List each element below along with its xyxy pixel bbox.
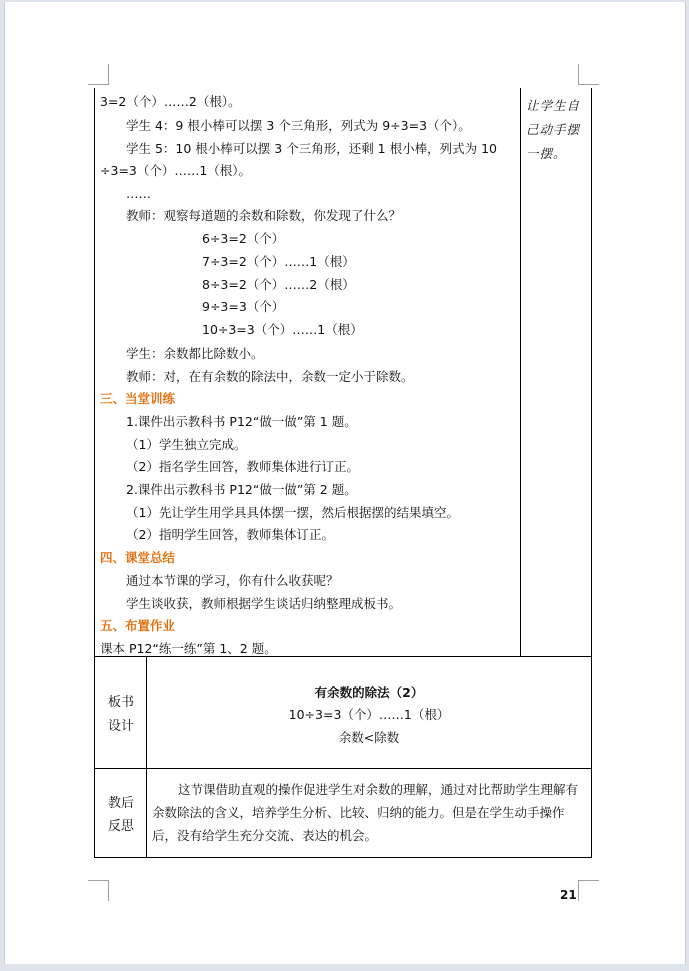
process-text: 学生谈收获，教师根据学生谈话归纳整理成板书。 — [126, 596, 402, 611]
homework-text: 课本 P12“练一练”第 1、2 题。 — [100, 641, 277, 656]
process-text: （2）指明学生回答，教师集体订正。 — [126, 527, 334, 542]
equation: 9÷3=3（个） — [202, 299, 285, 314]
process-text: 学生 5：10 根小棒可以摆 3 个三角形，还剩 1 根小棒，列式为 10 — [126, 141, 497, 156]
section-heading: 五、布置作业 — [100, 618, 176, 633]
process-text: 教师：对，在有余数的除法中，余数一定小于除数。 — [126, 369, 414, 384]
process-text: （1）学生独立完成。 — [126, 437, 247, 452]
process-text: 3=2（个）……2（根）。 — [100, 94, 241, 109]
process-text: 教师：观察每道题的余数和除数，你发现了什么？ — [126, 208, 402, 223]
table-divider-side — [520, 88, 521, 656]
board-rule: 余数<除数 — [338, 730, 400, 745]
reflection-label: 反思 — [107, 819, 134, 834]
table-rule-reflection — [94, 768, 592, 769]
equation: 6÷3=2（个） — [202, 231, 285, 246]
process-text: ÷3=3（个）……1（根）。 — [100, 163, 252, 178]
reflection-label: 教后 — [107, 796, 134, 811]
side-note: 让学生自己动手摆一摆。 — [526, 98, 581, 161]
section-heading: 四、课堂总结 — [100, 550, 176, 565]
ellipsis-text: …… — [126, 186, 151, 201]
process-text: （2）指名学生回答，教师集体进行订正。 — [126, 459, 359, 474]
equation: 10÷3=3（个）……1（根） — [202, 322, 363, 337]
process-text: 学生：余数都比除数小。 — [126, 346, 264, 361]
crop-mark-bottom-right — [578, 880, 599, 901]
process-text: 2.课件出示教科书 P12“做一做”第 2 题。 — [126, 482, 357, 497]
board-label: 设计 — [107, 719, 134, 734]
equation: 8÷3=2（个）……2（根） — [202, 277, 355, 292]
process-text: 学生 4：9 根小棒可以摆 3 个三角形，列式为 9÷3=3（个）。 — [126, 118, 471, 133]
crop-mark-top-right — [578, 64, 599, 85]
process-text: （1）先让学生用学具具体摆一摆，然后根据摆的结果填空。 — [126, 505, 459, 520]
process-text: 1.课件出示教科书 P12“做一做”第 1 题。 — [126, 414, 357, 429]
process-text: 通过本节课的学习，你有什么收获呢？ — [126, 573, 339, 588]
reflection-text: 这节课借助直观的操作促进学生对余数的理解，通过对比帮助学生理解有余数除法的含义，培养学生分析、比较、归纳的能力。但是在学生动手操作后，没有给学生充分交流、表达的机会。 — [152, 782, 579, 843]
board-title: 有余数的除法（2） — [314, 685, 424, 700]
crop-mark-top-left — [88, 64, 109, 85]
board-label: 板书 — [107, 695, 134, 710]
equation: 7÷3=2（个）……1（根） — [202, 254, 355, 269]
board-equation: 10÷3=3（个）……1（根） — [288, 707, 450, 722]
page-number: 21 — [560, 888, 577, 902]
crop-mark-bottom-left — [88, 880, 109, 901]
section-heading: 三、当堂训练 — [100, 391, 176, 406]
